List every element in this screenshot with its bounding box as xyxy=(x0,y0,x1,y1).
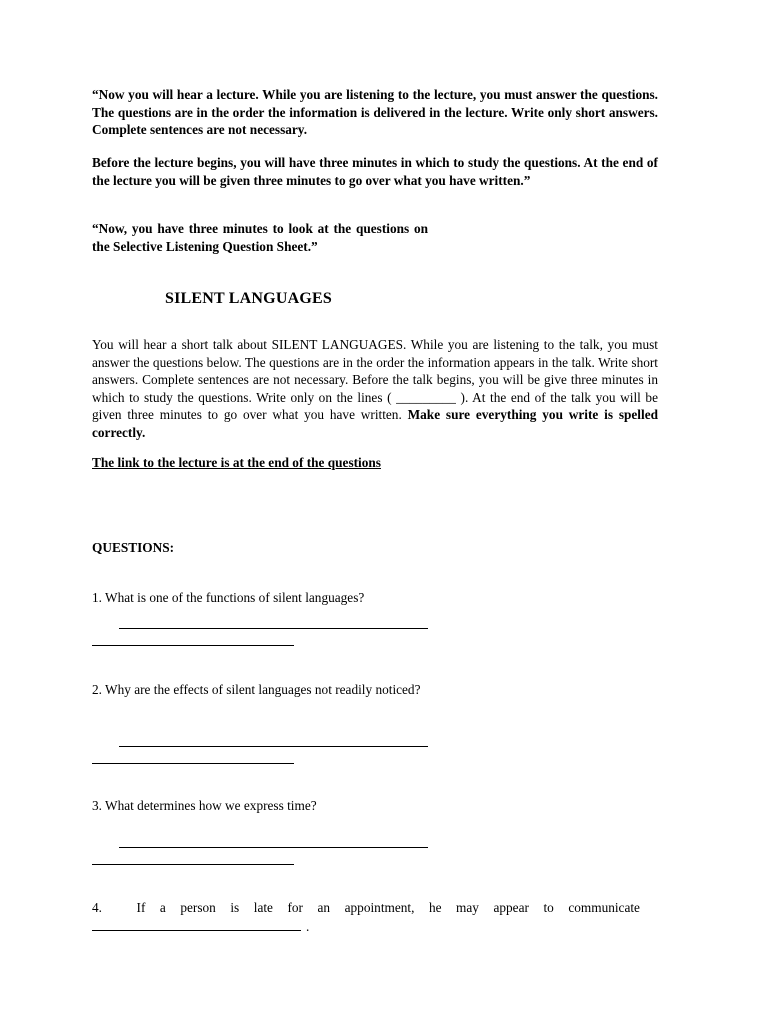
question-4-answer-line[interactable] xyxy=(92,930,301,931)
intro-paragraph-2: Before the lecture begins, you will have three minutes in which to study the questions. At the end of the lecture you will be given three minutes to go over what you have written.” xyxy=(92,155,658,188)
question-2-text: 2. Why are the effects of silent languages not readily noticed? xyxy=(92,682,421,697)
question-3-text: 3. What determines how we express time? xyxy=(92,798,317,813)
question-4-end-punctuation: . xyxy=(306,919,310,934)
question-4-number: 4. xyxy=(92,900,102,915)
lecture-link-note: The link to the lecture is at the end of the questions xyxy=(92,455,381,470)
instructions-paragraph xyxy=(92,336,658,441)
question-4-word: appear xyxy=(493,900,529,915)
question-2-answer-line[interactable] xyxy=(119,746,428,747)
question-4-word: he xyxy=(428,900,442,915)
question-4-word: may xyxy=(456,900,479,915)
question-4-text xyxy=(92,899,640,916)
question-4-word: person xyxy=(180,900,216,915)
intro-paragraph-1: “Now you will hear a lecture. While you are listening to the lecture, you must answer the questions. The questions are in the order the information is delivered in the lecture. Write only short answers. Complete sentences are not necessary. xyxy=(92,87,658,137)
question-4-word: If xyxy=(136,900,146,915)
question-4-word: appointment, xyxy=(344,900,415,915)
question-1-answer-line-continued[interactable] xyxy=(92,645,294,646)
question-4-word: a xyxy=(159,900,166,915)
question-3-answer-line-continued[interactable] xyxy=(92,864,294,865)
question-4-word: an xyxy=(317,900,331,915)
question-4-word: for xyxy=(287,900,303,915)
instructions-emphasis: Make sure everything you write is spelled correctly. xyxy=(92,407,658,440)
document-title: SILENT LANGUAGES xyxy=(165,290,332,307)
intro-paragraph-3: “Now, you have three minutes to look at the questions on the Selective Listening Question Sheet.” xyxy=(92,221,428,254)
question-4-word: to xyxy=(543,900,554,915)
question-1-answer-line[interactable] xyxy=(119,628,428,629)
question-4-word: late xyxy=(253,900,273,915)
instructions-text: You will hear a short talk about SILENT LANGUAGES. While you are listening to the talk, you must answer the questions below. The questions are in the order the information appears in the talk. Write short answers. Complete sentences are not necessary. Before the talk begins, you will be give three minutes in which to study the questions. Write only on the lines ( _________ ). At the end of the talk you will be given three minutes to go over what you have written. xyxy=(92,337,658,422)
question-4-word: communicate xyxy=(568,900,640,915)
question-2-answer-line-continued[interactable] xyxy=(92,763,294,764)
question-4-word: is xyxy=(230,900,240,915)
question-1-text: 1. What is one of the functions of silent languages? xyxy=(92,590,365,605)
question-3-answer-line[interactable] xyxy=(119,847,428,848)
questions-heading: QUESTIONS: xyxy=(92,540,175,555)
